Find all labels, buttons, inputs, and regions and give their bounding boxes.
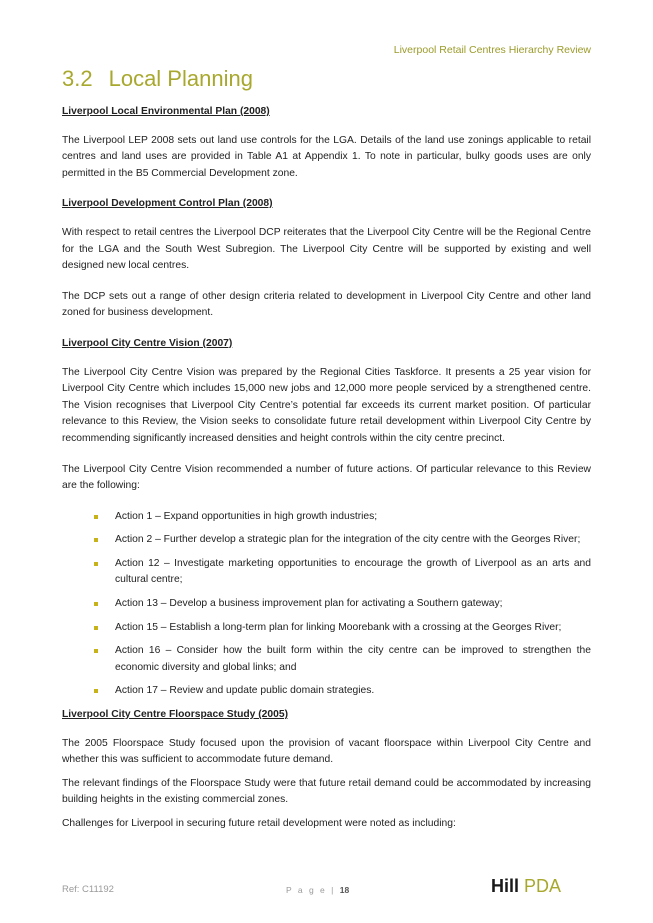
list-item xyxy=(94,532,591,549)
bullet-icon xyxy=(94,689,98,693)
dcp-heading: Liverpool Development Control Plan (2008) xyxy=(62,198,273,210)
bullet-icon xyxy=(94,602,98,606)
action-text: Action 13 – Develop a business improvement plan for activating a Southern gateway; xyxy=(115,598,503,610)
action-text: Action 16 – Consider how the built form within the city centre can be improved to strengthen the economic diversity and global links; and xyxy=(115,645,591,673)
list-item xyxy=(94,556,591,589)
section-number: 3.2 xyxy=(62,66,93,91)
footer-reference: Ref: C11192 xyxy=(62,884,114,895)
floorspace-paragraph-1: The 2005 Floorspace Study focused upon the provision of vacant floorspace within Liverpool City Centre and whether this was sufficient to accommodate future demand. xyxy=(62,737,591,766)
list-item xyxy=(94,643,591,676)
section-title xyxy=(62,66,253,92)
dcp-paragraph-1: With respect to retail centres the Liverpool DCP reiterates that the Liverpool City Centre will be the Regional Centre for the LGA and the South West Subregion. The Liverpool City Centre will be supported by existing and well designed new local centres. xyxy=(62,226,591,272)
vision-heading: Liverpool City Centre Vision (2007) xyxy=(62,337,233,349)
page-footer xyxy=(62,878,591,902)
dcp-paragraph-2: The DCP sets out a range of other design criteria related to development in Liverpool City Centre and other land zoned for business development. xyxy=(62,290,591,319)
action-text: Action 17 – Review and update public domain strategies. xyxy=(115,685,375,697)
lep-heading: Liverpool Local Environmental Plan (2008) xyxy=(62,106,270,117)
bullet-icon xyxy=(94,649,98,653)
floorspace-paragraph-2: The relevant findings of the Floorspace Study were that future retail demand could be accommodated by increasing building heights in the existing commercial zones. xyxy=(62,777,591,806)
action-text: Action 1 – Expand opportunities in high growth industries; xyxy=(115,510,378,522)
lep-paragraph: The Liverpool LEP 2008 sets out land use controls for the LGA. Details of the land use zonings applicable to retail centres and land uses are provided in Table A1 at Appendix 1. To note in particular, bulky goods uses are only permitted in the B5 Commercial Development zone. xyxy=(62,134,591,179)
list-item xyxy=(94,620,591,637)
page-number-value: 18 xyxy=(339,885,350,895)
floorspace-paragraph-3: Challenges for Liverpool in securing future retail development were noted as including: xyxy=(62,818,456,829)
vision-paragraph-1: The Liverpool City Centre Vision was prepared by the Regional Cities Taskforce. It presents a 25 year vision for Liverpool City Centre which includes 15,000 new jobs and 12,000 more people serviced by a strengthened centre. The Vision recognises that Liverpool City Centre’s potential far exceeds its current market position. Of particular relevance to this Review, the Vision seeks to consolidate future retail development within Liverpool City Centre by recommending significantly increased densities and height controls within the city centre precinct. xyxy=(62,366,591,444)
vision-paragraph-2: The Liverpool City Centre Vision recommended a number of future actions. Of particular relevance to this Review are the following: xyxy=(62,463,591,492)
logo-hill: Hill xyxy=(490,876,519,896)
floorspace-heading: Liverpool City Centre Floorspace Study (2005) xyxy=(62,709,289,721)
list-item xyxy=(94,683,591,700)
bullet-icon xyxy=(94,562,98,566)
actions-list xyxy=(62,509,591,700)
bullet-icon xyxy=(94,538,98,542)
action-text: Action 2 – Further develop a strategic plan for the integration of the city centre with the Georges River; xyxy=(115,534,581,546)
hill-pda-logo xyxy=(491,876,561,897)
list-item xyxy=(94,596,591,613)
section-title-text: Local Planning xyxy=(108,66,253,91)
bullet-icon xyxy=(94,626,98,630)
document-body xyxy=(62,104,591,840)
running-header: Liverpool Retail Centres Hierarchy Review xyxy=(393,44,591,56)
action-text: Action 12 – Investigate marketing opportunities to encourage the growth of Liverpool as an arts and cultural centre; xyxy=(115,557,591,586)
list-item xyxy=(94,509,591,526)
page-label: P a g e | xyxy=(286,885,336,895)
bullet-icon xyxy=(94,515,98,519)
logo-pda: PDA xyxy=(523,876,561,896)
page-number xyxy=(286,885,349,895)
action-text: Action 15 – Establish a long-term plan for linking Moorebank with a crossing at the Georges River; xyxy=(115,621,562,633)
